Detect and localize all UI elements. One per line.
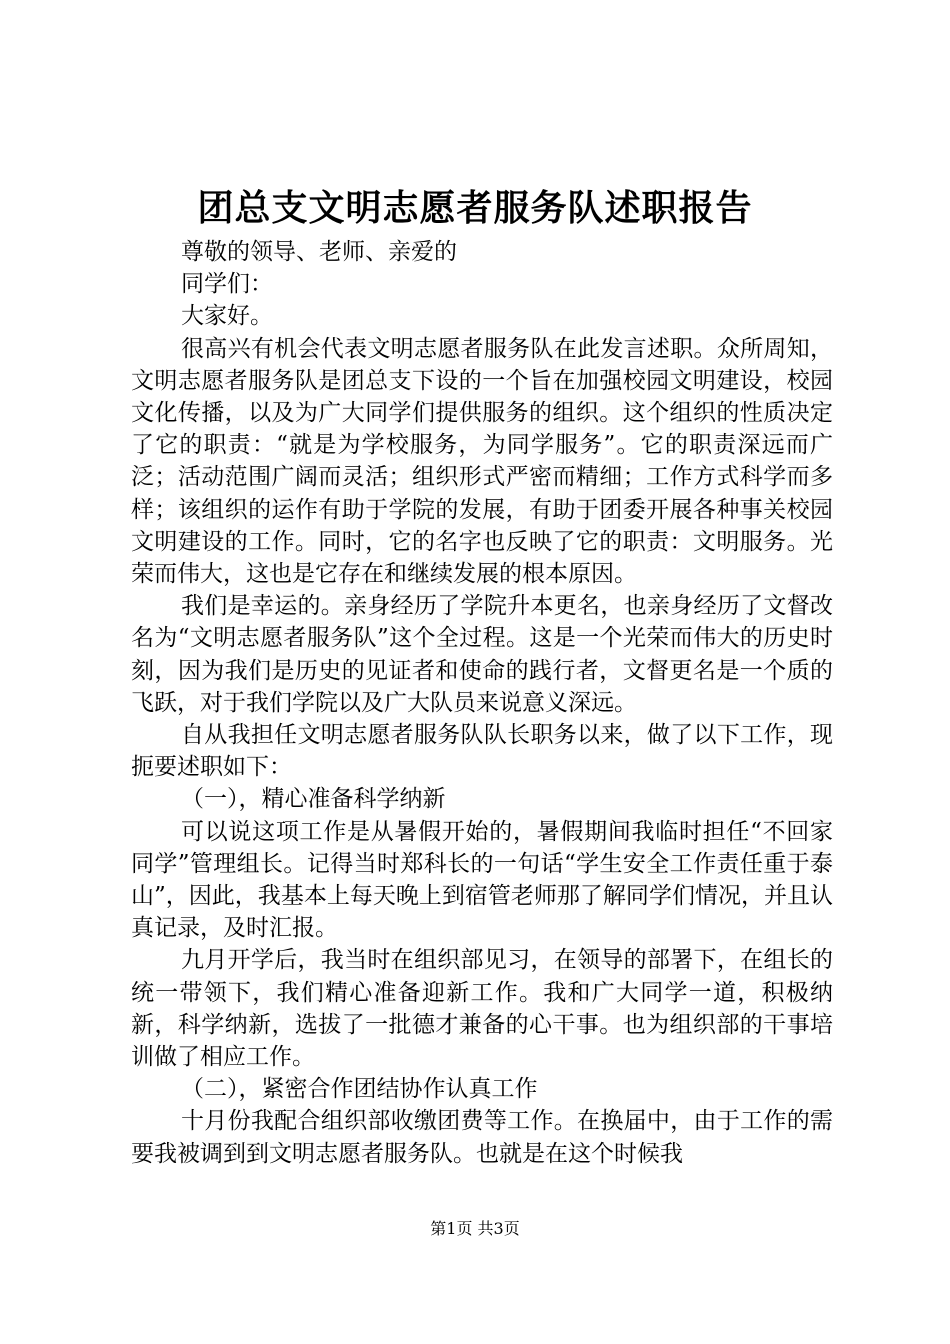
document-body	[131, 236, 833, 1170]
greeting-line-2: 同学们：	[181, 271, 273, 298]
paragraph: 九月开学后，我当时在组织部见习，在领导的部署下，在组长的统一带领下，我们精心准备迎新工作。我和广大同学一道，积极纳新，科学纳新，选拔了一批德才兼备的心干事。也为组织部的干事培训做了相应工作。	[131, 947, 833, 1071]
paragraph: 自从我担任文明志愿者服务队队长职务以来，做了以下工作，现扼要述职如下：	[131, 722, 833, 781]
paragraph: 我们是幸运的。亲身经历了学院升本更名，也亲身经历了文督改名为“文明志愿者服务队”这个全过程。这是一个光荣而伟大的历史时刻，因为我们是历史的见证者和使命的践行者，文督更名是一个质的飞跃，对于我们学院以及广大队员来说意义深远。	[131, 593, 833, 716]
section-heading: （一），精心准备科学纳新	[181, 786, 446, 813]
greeting-line-1: 尊敬的领导、老师、亲爱的	[181, 239, 457, 265]
document-title: 团总支文明志愿者服务队述职报告	[197, 187, 753, 229]
paragraph: 十月份我配合组织部收缴团费等工作。在换届中，由于工作的需要我被调到到文明志愿者服务队。也就是在这个时候我	[131, 1108, 833, 1167]
paragraph: 可以说这项工作是从暑假开始的，暑假期间我临时担任“不回家同学”管理组长。记得当时郑科长的一句话“学生安全工作责任重于泰山”，因此，我基本上每天晚上到宿管老师那了解同学们情况，并且认真记录，及时汇报。	[131, 818, 833, 942]
section-heading: （二），紧密合作团结协作认真工作	[181, 1076, 538, 1103]
paragraph: 很高兴有机会代表文明志愿者服务队在此发言述职。众所周知，文明志愿者服务队是团总支下设的一个旨在加强校园文明建设，校园文化传播，以及为广大同学们提供服务的组织。这个组织的性质决定了它的职责：“就是为学校服务，为同学服务”。它的职责深远而广泛；活动范围广阔而灵活；组织形式严密而精细；工作方式科学而多样；该组织的运作有助于学院的发展，有助于团委开展各种事关校园文明建设的工作。同时，它的名字也反映了它的职责：文明服务。光荣而伟大，这也是它存在和继续发展的根本原因。	[131, 335, 833, 588]
greeting-line-3: 大家好。	[181, 303, 273, 330]
page-number: 第1页 共3页	[430, 1219, 520, 1238]
